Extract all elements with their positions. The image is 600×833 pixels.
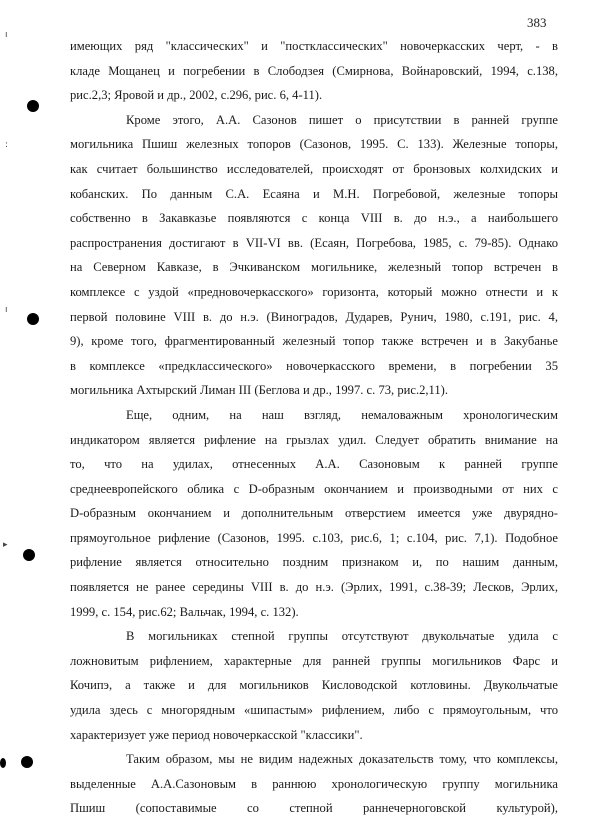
punch-hole-mark: [27, 100, 39, 112]
text-line: могильника Пшиш железных топоров (Сазонов, 1995. С. 133). Железные топоры,: [70, 137, 558, 152]
text-line: D-образным окончанием и дополнительным отверстием имеется уже двурядно-: [70, 506, 558, 521]
text-line: удила здесь с многорядным «шипастым» рифлением, либо с прямоугольным, что: [70, 703, 558, 718]
text-line: Еще, одним, на наш взгляд, немаловажным хронологическим: [126, 407, 558, 422]
text-line: появляется не ранее середины VIII в. до н.э. (Эрлих, 1991, с.38-39; Лесков, Эрлих,: [70, 580, 558, 595]
paragraph: [70, 747, 558, 821]
text-line: Таким образом, мы не видим надежных доказательств тому, что комплексы,: [126, 752, 558, 767]
text-line: характеризует уже период новочеркасской "классики".: [70, 727, 363, 742]
text-line: могильника Ахтырский Лиман III (Беглова и др., 1997. с. 73, рис.2,11).: [70, 383, 449, 398]
text-line: распространения достигают в VII-VI вв. (Есаян, Погребова, 1985, с. 79-85). Однако: [70, 235, 558, 250]
margin-speck: ı: [5, 30, 8, 40]
paragraph: [70, 34, 558, 108]
body-text: [70, 34, 558, 821]
text-line: ложновитым рифлением, характерные для ранней группы могильников Фарс и: [70, 653, 558, 668]
text-line: кладе Мощанец и погребении в Слободзея (Смирнова, Войнаровский, 1994, с.138,: [70, 63, 558, 78]
text-line: Пшиш (сопоставимые со степной раннечерноговской культурой),: [70, 801, 558, 816]
paragraph: [70, 108, 558, 403]
text-line: на Северном Кавказе, в Эчкиванском могильнике, железный топор встречен в: [70, 260, 558, 275]
text-line: Кроме этого, А.А. Сазонов пишет о присутствии в ранней группе: [126, 112, 558, 127]
text-line: собственно в Закавказье появляются с конца VIII в. до н.э., а наибольшего: [70, 211, 558, 226]
text-line: индикатором является рифление на грызлах удил. Следует обратить внимание на: [70, 432, 558, 447]
text-line: как считает большинство исследователей, происходят от бронзовых колхидских и: [70, 161, 558, 176]
text-line: выделенные А.А.Сазоновым в раннюю хронологическую группу могильника: [70, 776, 558, 791]
margin-speck: ı: [5, 305, 8, 315]
text-line: комплексе с уздой «предновочеркасского» горизонта, который можно отнести и к: [70, 284, 558, 299]
paragraph: [70, 624, 558, 747]
text-line: имеющих ряд "классических" и "постклассических" новочеркасских черт, - в: [70, 39, 558, 53]
paragraph: [70, 403, 558, 624]
punch-hole-mark: [27, 313, 39, 325]
text-line: в комплексе «предклассического» новочеркасского времени, в погребении 35: [70, 358, 558, 373]
text-line: среднеевропейского облика с D-образным окончанием и производными от них с: [70, 481, 558, 496]
margin-speck: :: [5, 140, 9, 150]
page-number: 383: [527, 15, 547, 30]
text-line: 9), кроме того, фрагментированный железный топор также встречен и в Закубанье: [70, 334, 558, 349]
text-line: Кочипэ, а также и для могильников Кисловодской котловины. Двукольчатые: [70, 678, 558, 693]
text-line: рифление является относительно поздним признаком и, по нашим данным,: [70, 555, 558, 570]
text-line: 1999, с. 154, рис.62; Вальчак, 1994, с. 132).: [70, 604, 299, 619]
punch-hole-mark: [21, 756, 33, 768]
text-line: кобанских. По данным С.А. Есаяна и М.Н. Погребовой, железные топоры: [70, 186, 558, 201]
margin-speck: ▸: [3, 540, 8, 550]
text-line: рис.2,3; Яровой и др., 2002, с.296, рис. 6, 4-11).: [70, 88, 323, 103]
text-line: то, что на удилах, отнесенных А.А. Сазоновым к ранней группе: [70, 457, 558, 472]
text-line: В могильниках степной группы отсутствуют двукольчатые удила с: [126, 629, 558, 644]
text-line: первой половине VIII в. до н.э. (Виноградов, Дударев, Рунич, 1980, с.191, рис. 4,: [70, 309, 558, 324]
text-line: прямоугольное рифление (Сазонов, 1995. с.103, рис.6, 1; с.104, рис. 7,1). Подобное: [70, 530, 558, 545]
punch-hole-mark: [0, 758, 6, 768]
punch-hole-mark: [23, 549, 35, 561]
